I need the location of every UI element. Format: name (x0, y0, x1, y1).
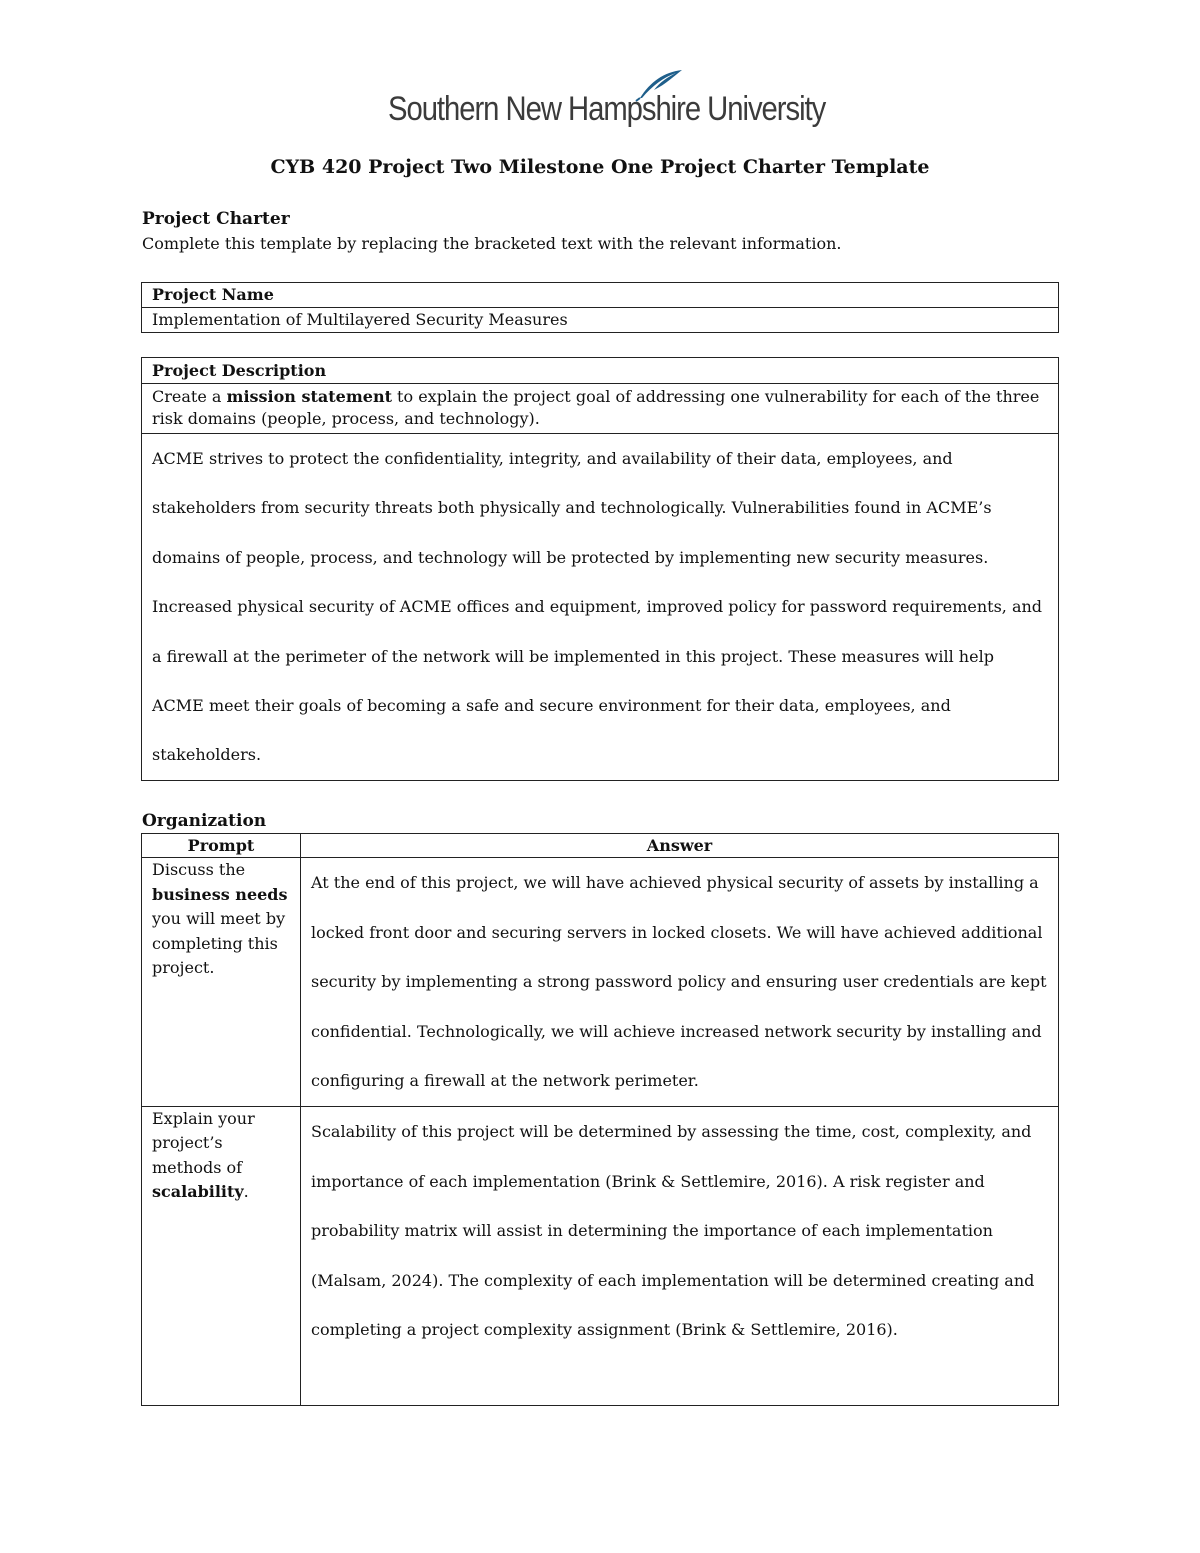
project-name-label: Project Name (142, 283, 1059, 308)
project-description-prompt: Create a mission statement to explain the project goal of addressing one vulnerability for each of the three risk domains (people, process, and technology). (142, 384, 1059, 434)
project-description-table (141, 357, 1059, 781)
university-logo (388, 68, 826, 136)
project-name-table (141, 282, 1059, 333)
business-needs-answer: At the end of this project, we will have achieved physical security of assets by installing a locked front door and securing servers in locked closets. We will have achieved additional security by implementing a strong password policy and ensuring user credentials are kept confidential. Technologically, we will achieve increased network security by installing and configuring a firewall at the network perimeter. (301, 858, 1059, 1107)
scalability-answer: Scalability of this project will be determined by assessing the time, cost, complexity, and importance of each implementation (Brink & Settlemire, 2016). A risk register and probability matrix will assist in determining the importance of each implementation (Malsam, 2024). The complexity of each implementation will be determined creating and completing a project complexity assignment (Brink & Settlemire, 2016). (301, 1106, 1059, 1405)
organization-heading: Organization (142, 811, 267, 831)
table-row (142, 858, 1059, 1107)
project-name-value: Implementation of Multilayered Security Measures (142, 308, 1059, 333)
project-description-label: Project Description (142, 358, 1059, 384)
logo-wordmark: Southern New Hampshire University (388, 90, 826, 128)
organization-table (141, 833, 1059, 1406)
charter-heading: Project Charter (142, 209, 290, 229)
mission-statement-answer: ACME strives to protect the confidentiality, integrity, and availability of their data, employees, and stakeholders from security threats both physically and technologically. Vulnerabilities found in ACME’s domains of people, process, and technology will be protected by implementing new security measures. Increased physical security of ACME offices and equipment, improved policy for password requirements, and a firewall at the perimeter of the network will be implemented in this project. These measures will help ACME meet their goals of becoming a safe and secure environment for their data, employees, and stakeholders. (142, 434, 1059, 781)
column-header-prompt: Prompt (142, 834, 301, 858)
document-title: CYB 420 Project Two Milestone One Project Charter Template (270, 156, 930, 178)
table-row (142, 1106, 1059, 1405)
table-header-row (142, 834, 1059, 858)
column-header-answer: Answer (301, 834, 1059, 858)
business-needs-prompt: Discuss the business needs you will meet by completing this project. (142, 858, 301, 1107)
charter-instructions: Complete this template by replacing the bracketed text with the relevant information. (142, 234, 842, 253)
scalability-prompt: Explain your project’s methods of scalability. (142, 1106, 301, 1405)
